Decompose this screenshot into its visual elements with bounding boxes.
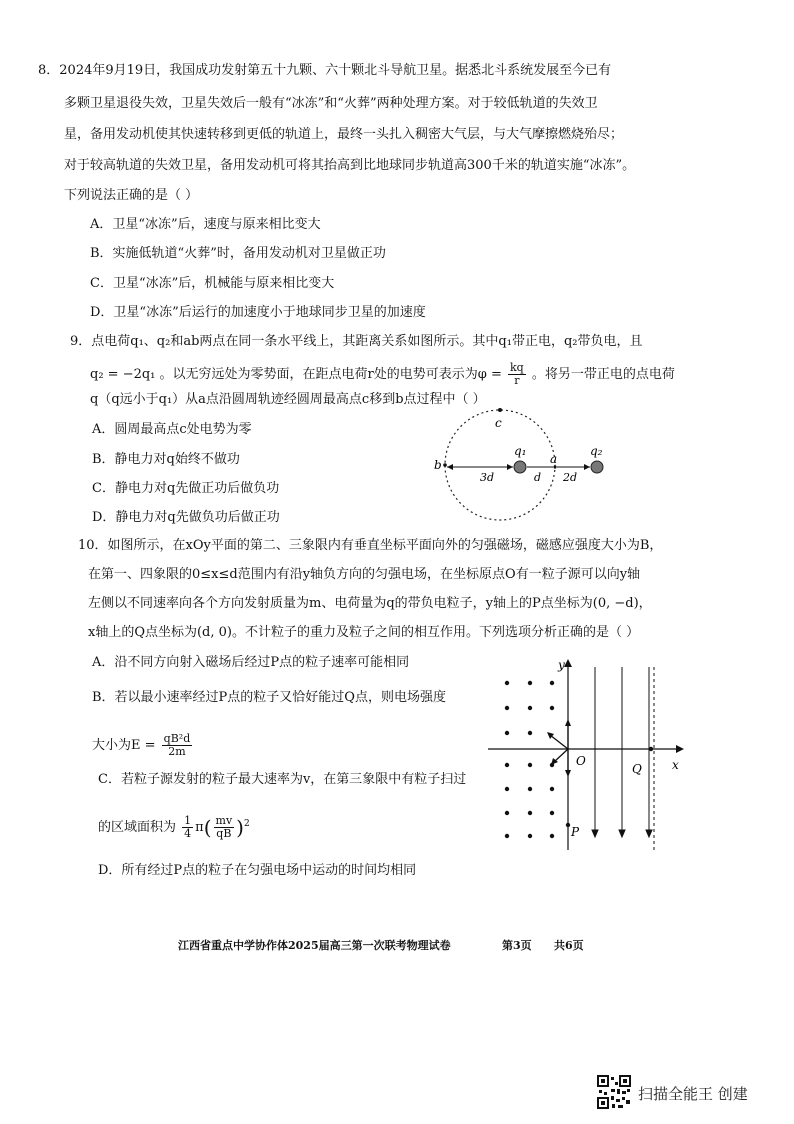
q9-stem-line-2 (90, 362, 675, 387)
q8-stem-line-3: 星，备用发动机使其快速转移到更低的轨道上，最终一头扎入稠密大气层，与大气摩擦燃烧殆尽； (64, 127, 624, 142)
area-fraction-radius (214, 815, 235, 840)
field-dot (505, 787, 509, 791)
q9-line2-pre: q₂ = −2q₁ 。以无穷远处为零势面，在距点电荷r处的电势可表示为φ = (90, 367, 502, 382)
q9-option-a: A．圆周最高点c处电势为零 (92, 422, 252, 437)
q10-option-c-line-1: C．若粒子源发射的粒子最大速率为v，在第三象限中有粒子扫过 (98, 772, 467, 787)
page-number: 第3页 (502, 939, 532, 952)
exam-title-footer: 江西省重点中学协作体2025届高三第一次联考物理试卷 (178, 939, 451, 952)
point-b-dot (443, 463, 447, 467)
field-dot (505, 763, 509, 767)
velocity-arrowhead-up (565, 719, 571, 726)
q9-line2-post: 。将另一带正电的点电荷 (531, 367, 675, 382)
q10-figure (482, 655, 692, 860)
quarter-numerator: 1 (184, 814, 192, 827)
q10-stem-line-4: x轴上的Q点坐标为(d, 0)。不计粒子的重力及粒子之间的相互作用。下列选项分析正确的是（ ） (88, 625, 640, 640)
right-paren: ) (236, 815, 244, 840)
dim-3d-arrow-left (447, 464, 453, 470)
q10-option-d: D．所有经过P点的粒子在匀强电场中运动的时间均相同 (98, 863, 417, 878)
field-dot (505, 706, 509, 710)
field-strength-denominator: 2m (168, 745, 186, 758)
point-P-dot (566, 823, 570, 827)
radius-denominator: qB (216, 827, 232, 840)
electric-field-lines (592, 667, 652, 837)
field-line-arrow (592, 830, 598, 837)
label-y: y (558, 658, 565, 672)
label-2d: 2d (563, 471, 578, 484)
label-d: d (534, 471, 542, 484)
q8-stem-line-4: 对于较高轨道的失效卫星，备用发动机可将其抬高到比地球同步轨道高300千米的轨道实施“冰冻”。 (64, 158, 636, 173)
pi-symbol: π (195, 820, 204, 835)
field-line-arrow (619, 830, 625, 837)
q8-option-c: C．卫星“冰冻”后，机械能与原来相比变大 (90, 276, 335, 291)
q8-option-b: B．实施低轨道“火葬”时，备用发动机对卫星做正功 (90, 246, 386, 261)
point-Q-dot (649, 747, 653, 751)
label-O: O (576, 754, 586, 768)
scanner-watermark-text: 扫描全能王 创建 (638, 1085, 748, 1103)
field-line-arrow (646, 830, 652, 837)
radius-numerator: mv (215, 814, 233, 827)
qr-code-icon (597, 1075, 631, 1109)
q10-stem-line-2: 在第一、四象限的0≤x≤d范围内有沿y轴负方向的匀强电场，在坐标原点O有一粒子源可以向y轴 (88, 567, 641, 582)
field-dot (550, 811, 554, 815)
optc-pre: 的区域面积为 (98, 820, 177, 835)
square-exponent: 2 (243, 819, 250, 829)
velocity-arrow-upleft (550, 735, 568, 749)
dim-3d-arrow-right (507, 464, 513, 470)
point-c-dot (498, 408, 502, 412)
potential-denominator: r (514, 374, 520, 387)
area-fraction-quarter (182, 815, 193, 840)
q8-stem-line-5: 下列说法正确的是（ ） (64, 188, 199, 203)
velocity-arrowhead-down (565, 770, 571, 777)
field-dot (550, 834, 554, 838)
field-dot (528, 787, 532, 791)
q8-stem-line-2: 多颗卫星退役失效，卫星失效后一般有“冰冻”和“火葬”两种处理方案。对于较低轨道的失效卫 (64, 96, 598, 111)
q10-stem-line-1: 10．如图所示，在xOy平面的第二、三象限内有垂直坐标平面向外的匀强磁场，磁感应强度大小为B， (78, 538, 663, 553)
field-strength-numerator: qB²d (163, 732, 191, 745)
field-dot (550, 706, 554, 710)
q9-option-c: C．静电力对q先做正功后做负功 (92, 481, 280, 496)
charge-q2-sphere (591, 461, 603, 473)
q8-option-a: A．卫星“冰冻”后，速度与原来相比变大 (90, 217, 321, 232)
field-dot (505, 731, 509, 735)
label-3d: 3d (480, 471, 495, 484)
dim-2d-arrow-right (584, 464, 590, 470)
q9-option-d: D．静电力对q先做负功后做正功 (92, 510, 280, 525)
charge-q1-sphere (514, 461, 526, 473)
label-q2: q₂ (590, 444, 603, 458)
total-pages: 共6页 (554, 939, 584, 952)
field-dot (528, 763, 532, 767)
y-axis-arrow (564, 659, 572, 667)
field-dot (528, 731, 532, 735)
q9-option-b: B．静电力对q始终不做功 (92, 452, 240, 467)
optb-pre: 大小为E = (92, 738, 156, 753)
label-q1: q₁ (514, 444, 527, 458)
label-P: P (571, 825, 580, 839)
potential-numerator: kq (510, 361, 524, 374)
magnetic-field-dots (505, 681, 554, 838)
q9-stem-line-1: 9．点电荷q₁、q₂和ab两点在同一条水平线上，其距离关系如图所示。其中q₁带正电，q₂带负电，且 (70, 334, 643, 349)
q9-figure (420, 405, 620, 525)
q8-stem-line-1: 8．2024年9月19日，我国成功发射第五十九颗、六十颗北斗导航卫星。据悉北斗系统发展至今已有 (38, 63, 612, 78)
field-dot (505, 811, 509, 815)
left-paren: ( (203, 815, 212, 840)
label-Q: Q (632, 762, 642, 776)
label-a: a (550, 452, 558, 466)
field-dot (528, 811, 532, 815)
q10-option-b-line-1: B．若以最小速率经过P点的粒子又恰好能过Q点，则电场强度 (92, 690, 446, 705)
label-x: x (672, 758, 679, 772)
q8-option-d: D．卫星“冰冻”后运行的加速度小于地球同步卫星的加速度 (90, 305, 426, 320)
field-dot (550, 787, 554, 791)
field-dot (528, 706, 532, 710)
field-dot (505, 681, 509, 685)
velocity-arrow-downleft (554, 749, 568, 762)
field-dot (528, 681, 532, 685)
potential-fraction (508, 362, 526, 387)
quarter-denominator: 4 (184, 827, 192, 840)
label-b: b (434, 458, 442, 472)
field-dot (550, 681, 554, 685)
field-dot (505, 834, 509, 838)
field-strength-fraction (162, 733, 193, 758)
x-axis-arrow (676, 745, 684, 753)
q10-option-c-line-2 (98, 815, 250, 840)
field-dot (528, 834, 532, 838)
q9-stem-line-3: q（q远小于q₁）从a点沿圆周轨迹经圆周最高点c移到b点过程中（ ） (90, 392, 486, 407)
q10-option-a: A．沿不同方向射入磁场后经过P点的粒子速率可能相同 (92, 655, 410, 670)
label-c: c (495, 416, 502, 430)
q10-option-b-line-2 (92, 733, 194, 758)
q10-stem-line-3: 左侧以不同速率向各个方向发射质量为m、电荷量为q的带负电粒子，y轴上的P点坐标为(0, −d)， (88, 596, 652, 611)
